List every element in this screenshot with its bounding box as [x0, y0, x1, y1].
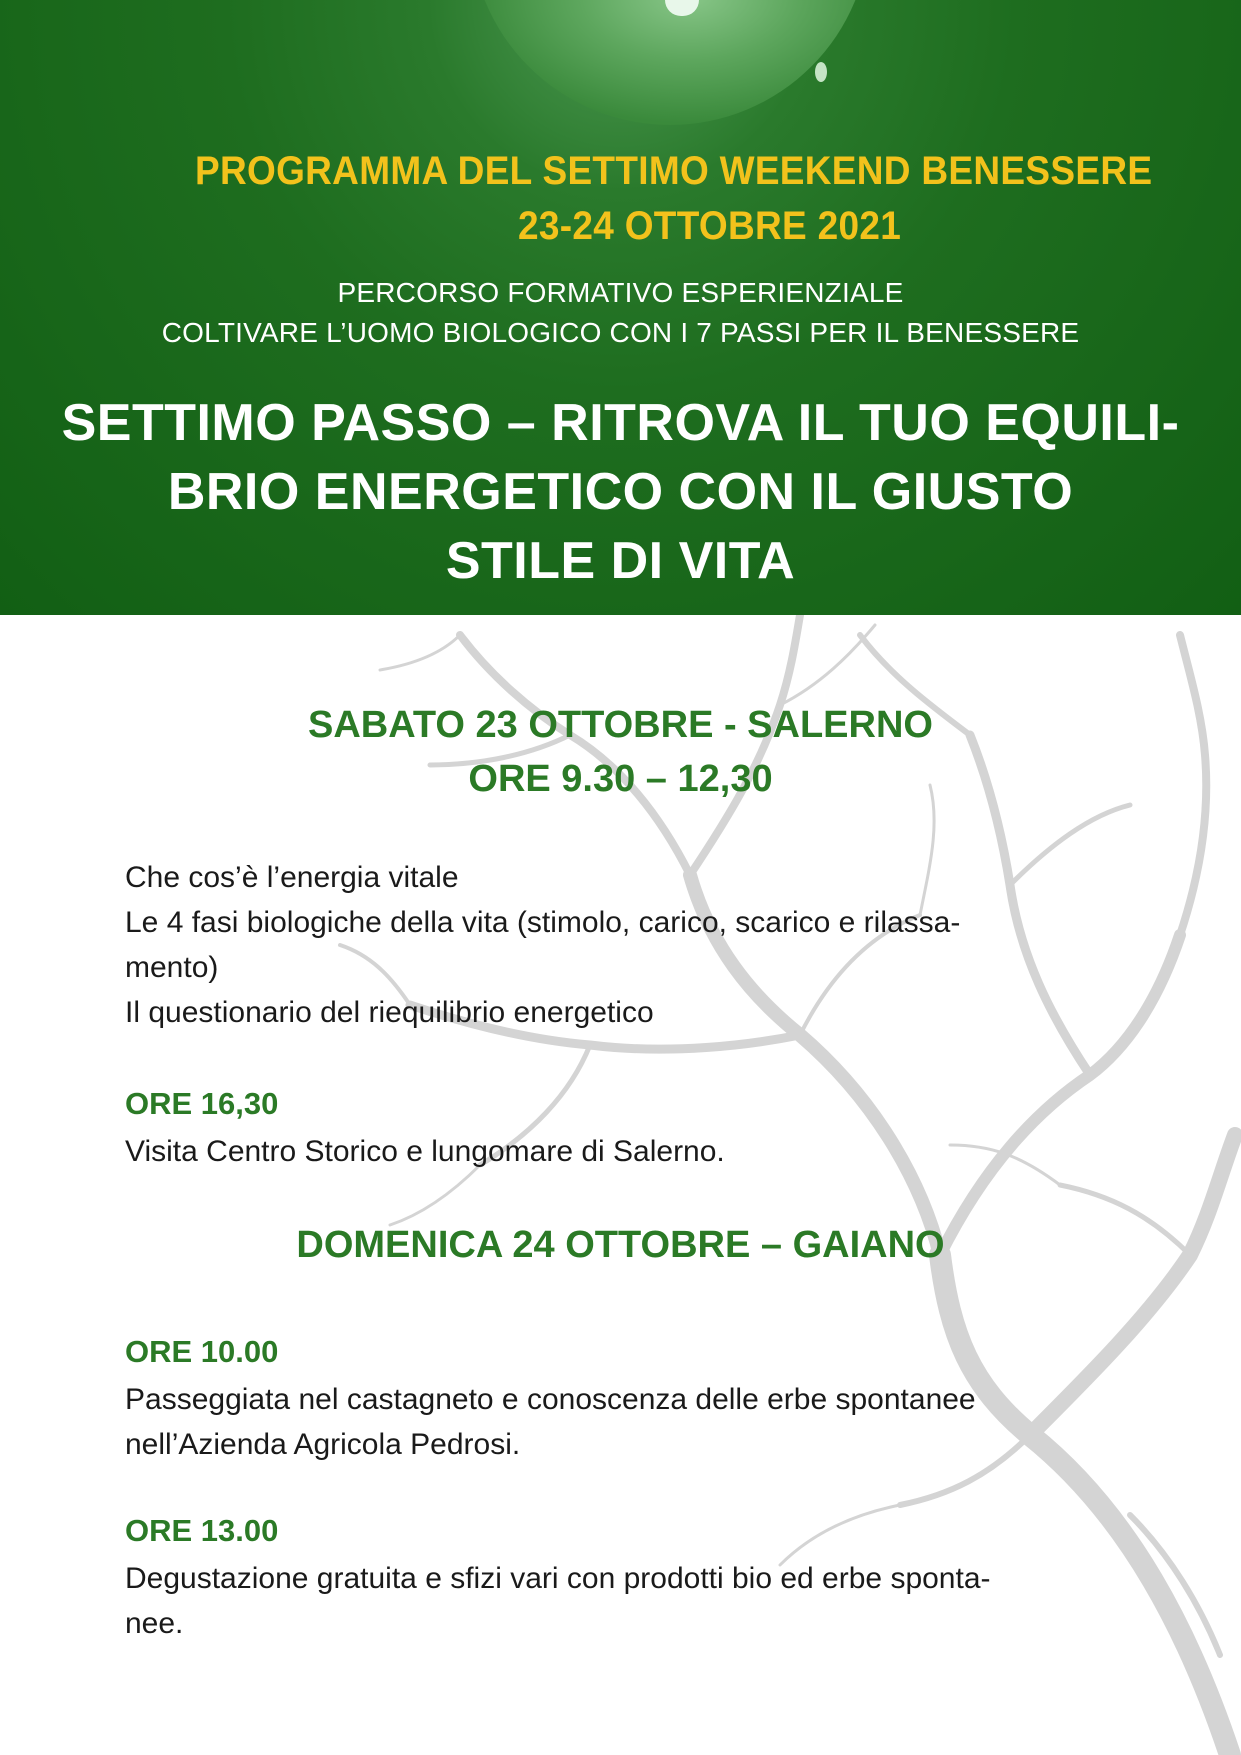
list-item: mento) — [125, 951, 219, 984]
course-subtitle-2: COLTIVARE L’UOMO BIOLOGICO CON I 7 PASSI PER IL BENESSERE — [161, 317, 1080, 348]
sunday-morning-text — [125, 1377, 1115, 1467]
saturday-program-list — [125, 855, 1115, 1035]
list-item: Che cos’è l’energia vitale — [125, 861, 459, 894]
main-heading-line1: SETTIMO PASSO – RITROVA IL TUO EQUILI- — [61, 394, 1180, 452]
main-heading-line3: STILE DI VITA — [445, 532, 796, 590]
text-line: nell’Azienda Agricola Pedrosi. — [125, 1428, 521, 1461]
water-drop-image — [470, 0, 870, 125]
sunday-lunch-time: ORE 13.00 — [125, 1513, 279, 1548]
list-item: Le 4 fasi biologiche della vita (stimolo, carico, scarico e rilassa- — [125, 906, 961, 939]
program-dates: 23-24 OTTOBRE 2021 — [518, 203, 902, 248]
saturday-afternoon-text: Visita Centro Storico e lungomare di Salerno. — [125, 1135, 725, 1168]
saturday-afternoon-time: ORE 16,30 — [125, 1086, 279, 1121]
saturday-morning-hours: ORE 9.30 – 12,30 — [468, 758, 773, 800]
list-item: Il questionario del riequilibrio energetico — [125, 996, 654, 1029]
text-line: nee. — [125, 1607, 184, 1640]
header-banner — [0, 0, 1241, 615]
program-title: PROGRAMMA DEL SETTIMO WEEKEND BENESSERE — [195, 148, 1153, 193]
sunday-lunch-text — [125, 1556, 1115, 1646]
sunday-heading: DOMENICA 24 OTTOBRE – GAIANO — [296, 1224, 945, 1266]
drop-glint — [815, 62, 827, 82]
saturday-heading: SABATO 23 OTTOBRE - SALERNO — [308, 704, 933, 746]
main-heading-line2: BRIO ENERGETICO CON IL GIUSTO — [167, 463, 1074, 521]
text-line: Passeggiata nel castagneto e conoscenza delle erbe spontanee — [125, 1383, 976, 1416]
sunday-morning-time: ORE 10.00 — [125, 1334, 279, 1369]
text-line: Degustazione gratuita e sfizi vari con prodotti bio ed erbe sponta- — [125, 1562, 991, 1595]
course-subtitle-1: PERCORSO FORMATIVO ESPERIENZIALE — [337, 277, 904, 308]
